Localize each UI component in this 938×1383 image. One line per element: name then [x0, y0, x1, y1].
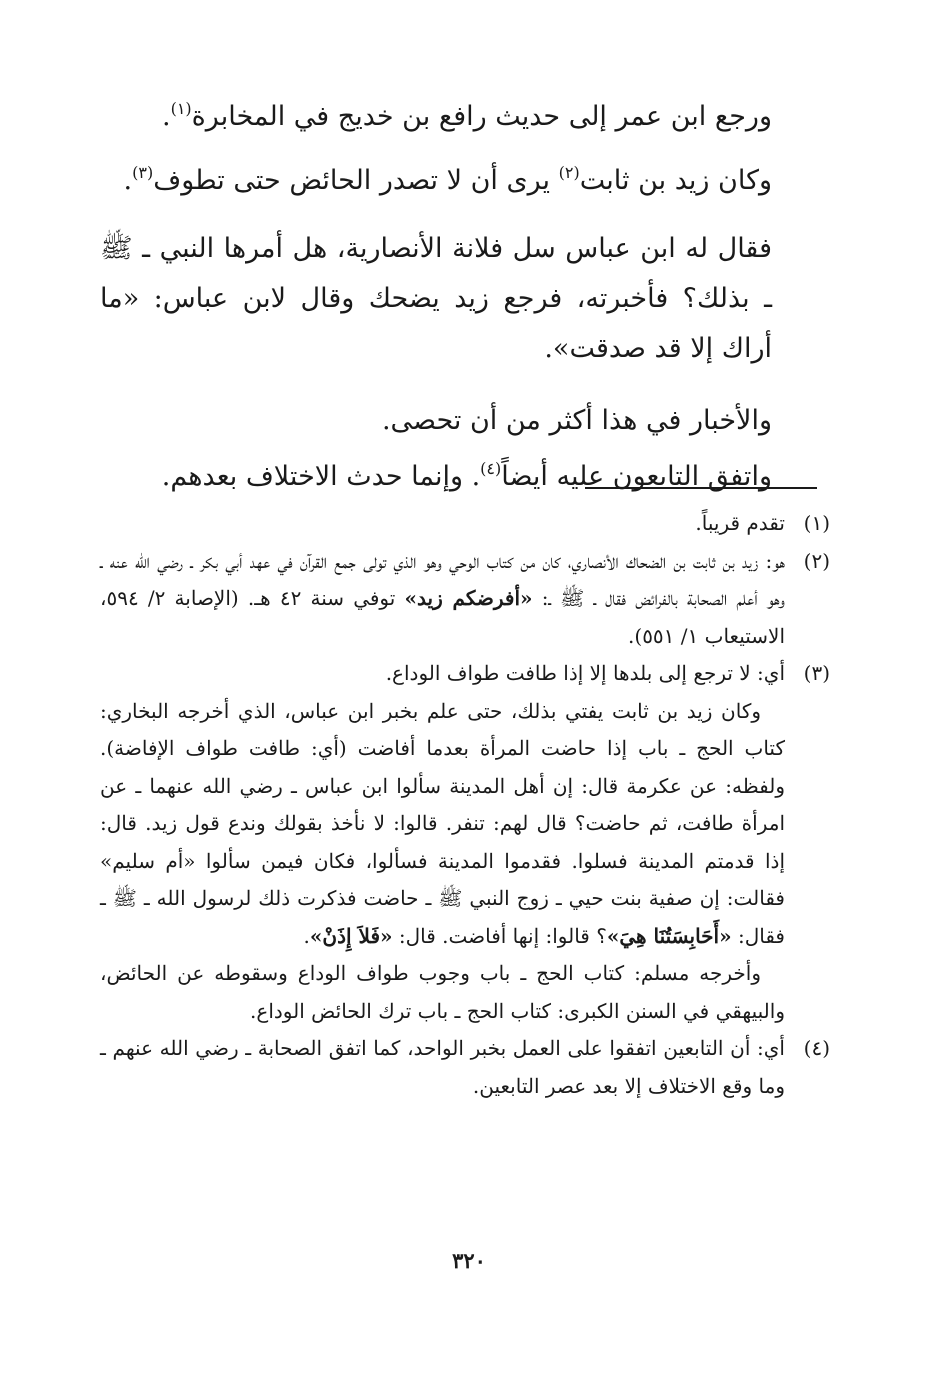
footnote-3-paragraph-2-text-b: ؟ قالوا: إنها أفاضت. قال:: [392, 923, 607, 948]
footnote-1: [100, 505, 830, 543]
main-paragraph-1-end: .: [161, 101, 171, 132]
footnote-2-text-a: هو: زيد بن ثابت بن الضحاك الأنصاري، كان من كتاب الوحي وهو الذي تولى جمع القرآن في عهد أبي بكر ـ رضي الله عنه ـ وهو أعلم الصحابة بالفرائض فقال ـ ﷺ ـ:: [100, 548, 785, 610]
main-paragraph-2-text-a: وكان زيد بن ثابت: [579, 165, 772, 196]
footnote-separator: [585, 487, 817, 489]
main-paragraph-1: [100, 92, 842, 142]
main-paragraph-5-text-a: واتفق التابعون عليه أيضاً: [501, 461, 772, 492]
page-number: ٣٢٠: [452, 1248, 486, 1273]
footnotes-section: [100, 505, 830, 1105]
footnote-ref-3[interactable]: (٣): [132, 163, 154, 182]
footnote-1-text: تقدم قريباً.: [695, 511, 785, 535]
footnote-3-hadith-1: «أَحَابِسَتُنَا هِيَ»: [606, 923, 732, 948]
main-paragraph-2: [100, 156, 842, 206]
footnote-3-paragraph-2: [100, 693, 785, 956]
footnote-4: [100, 1030, 830, 1105]
footnote-3-paragraph-3: وأخرجه مسلم: كتاب الحج ـ باب وجوب طواف الوداع وسقوطه عن الحائض، والبيهقي في السنن الكبرى: كتاب الحج ـ باب ترك الحائض الوداع.: [100, 961, 785, 1023]
main-paragraph-5: [100, 452, 842, 502]
footnote-4-text: أي: أن التابعين اتفقوا على العمل بخبر الواحد، كما اتفق الصحابة ـ رضي الله عنهم ـ وما وقع الاختلاف إلا بعد عصر التابعين.: [100, 1036, 785, 1098]
main-paragraph-1-text: ورجع ابن عمر إلى حديث رافع بن خديج في المخابرة: [191, 101, 772, 132]
footnote-ref-4[interactable]: (٤): [480, 459, 502, 478]
footnote-2-hadith: «أفرضكم زيد»: [404, 586, 533, 610]
footnote-3-paragraph-2-end: .: [303, 923, 310, 948]
footnote-2-number: (٢): [803, 548, 830, 573]
footnote-3: [100, 655, 830, 1030]
main-paragraph-2-text-b: يرى أن لا تصدر الحائض حتى تطوف: [153, 165, 559, 196]
footnote-3-paragraph-2-text-a: وكان زيد بن ثابت يفتي بذلك، حتى علم بخبر ابن عباس، الذي أخرجه البخاري: كتاب الحج ـ باب إذا حاضت المرأة بعدما أفاضت (أي: طافت طواف الإفاضة). ولفظه: عن عكرمة قال: إن أهل المدينة سألوا ابن عباس ـ رضي الله عنهما ـ عن امرأة طافت، ثم حاضت؟ قال لهم: تنفر. قالوا: لا نأخذ بقولك وندع قول زيد. قال: إذا قدمتم المدينة فسلوا. فقدموا المدينة فسألوا، فكان فيمن سألوا «أم سليم» فقالت: إن صفية بنت حيي ـ زوج النبي ﷺ ـ حاضت فذكرت ذلك لرسول الله ـ ﷺ ـ فقال:: [100, 698, 785, 948]
footnote-3-first-line: أي: لا ترجع إلى بلدها إلا إذا طافت طواف الوداع.: [385, 661, 785, 685]
footnote-2: [100, 543, 830, 656]
main-text-body: [100, 92, 842, 502]
main-paragraph-3: فقال له ابن عباس سل فلانة الأنصارية، هل أمرها النبي ـ ﷺ ـ بذلك؟ فأخبرته، فرجع زيد يضحك وقال لابن عباس: «ما أراك إلا قد صدقت».: [100, 233, 772, 364]
footnote-ref-1[interactable]: (١): [170, 99, 192, 118]
footnote-2-text: [100, 543, 785, 656]
main-paragraph-4: والأخبار في هذا أكثر من أن تحصى.: [381, 405, 772, 436]
footnote-4-number: (٤): [803, 1036, 830, 1060]
main-paragraph-2-end: .: [123, 165, 133, 196]
footnote-1-number: (١): [803, 511, 830, 535]
footnote-3-number: (٣): [803, 661, 830, 685]
footnote-2-text-b: توفي سنة ٤٢ هـ. (الإصابة ٢/ ٥٩٤، الاستيعاب ١/ ٥٥١).: [100, 586, 785, 648]
main-paragraph-5-text-b: . وإنما حدث الاختلاف بعدهم.: [161, 461, 481, 492]
footnote-ref-2[interactable]: (٢): [558, 163, 580, 182]
footnote-3-hadith-2: «فَلاَ إِذَنْ»: [309, 923, 393, 948]
